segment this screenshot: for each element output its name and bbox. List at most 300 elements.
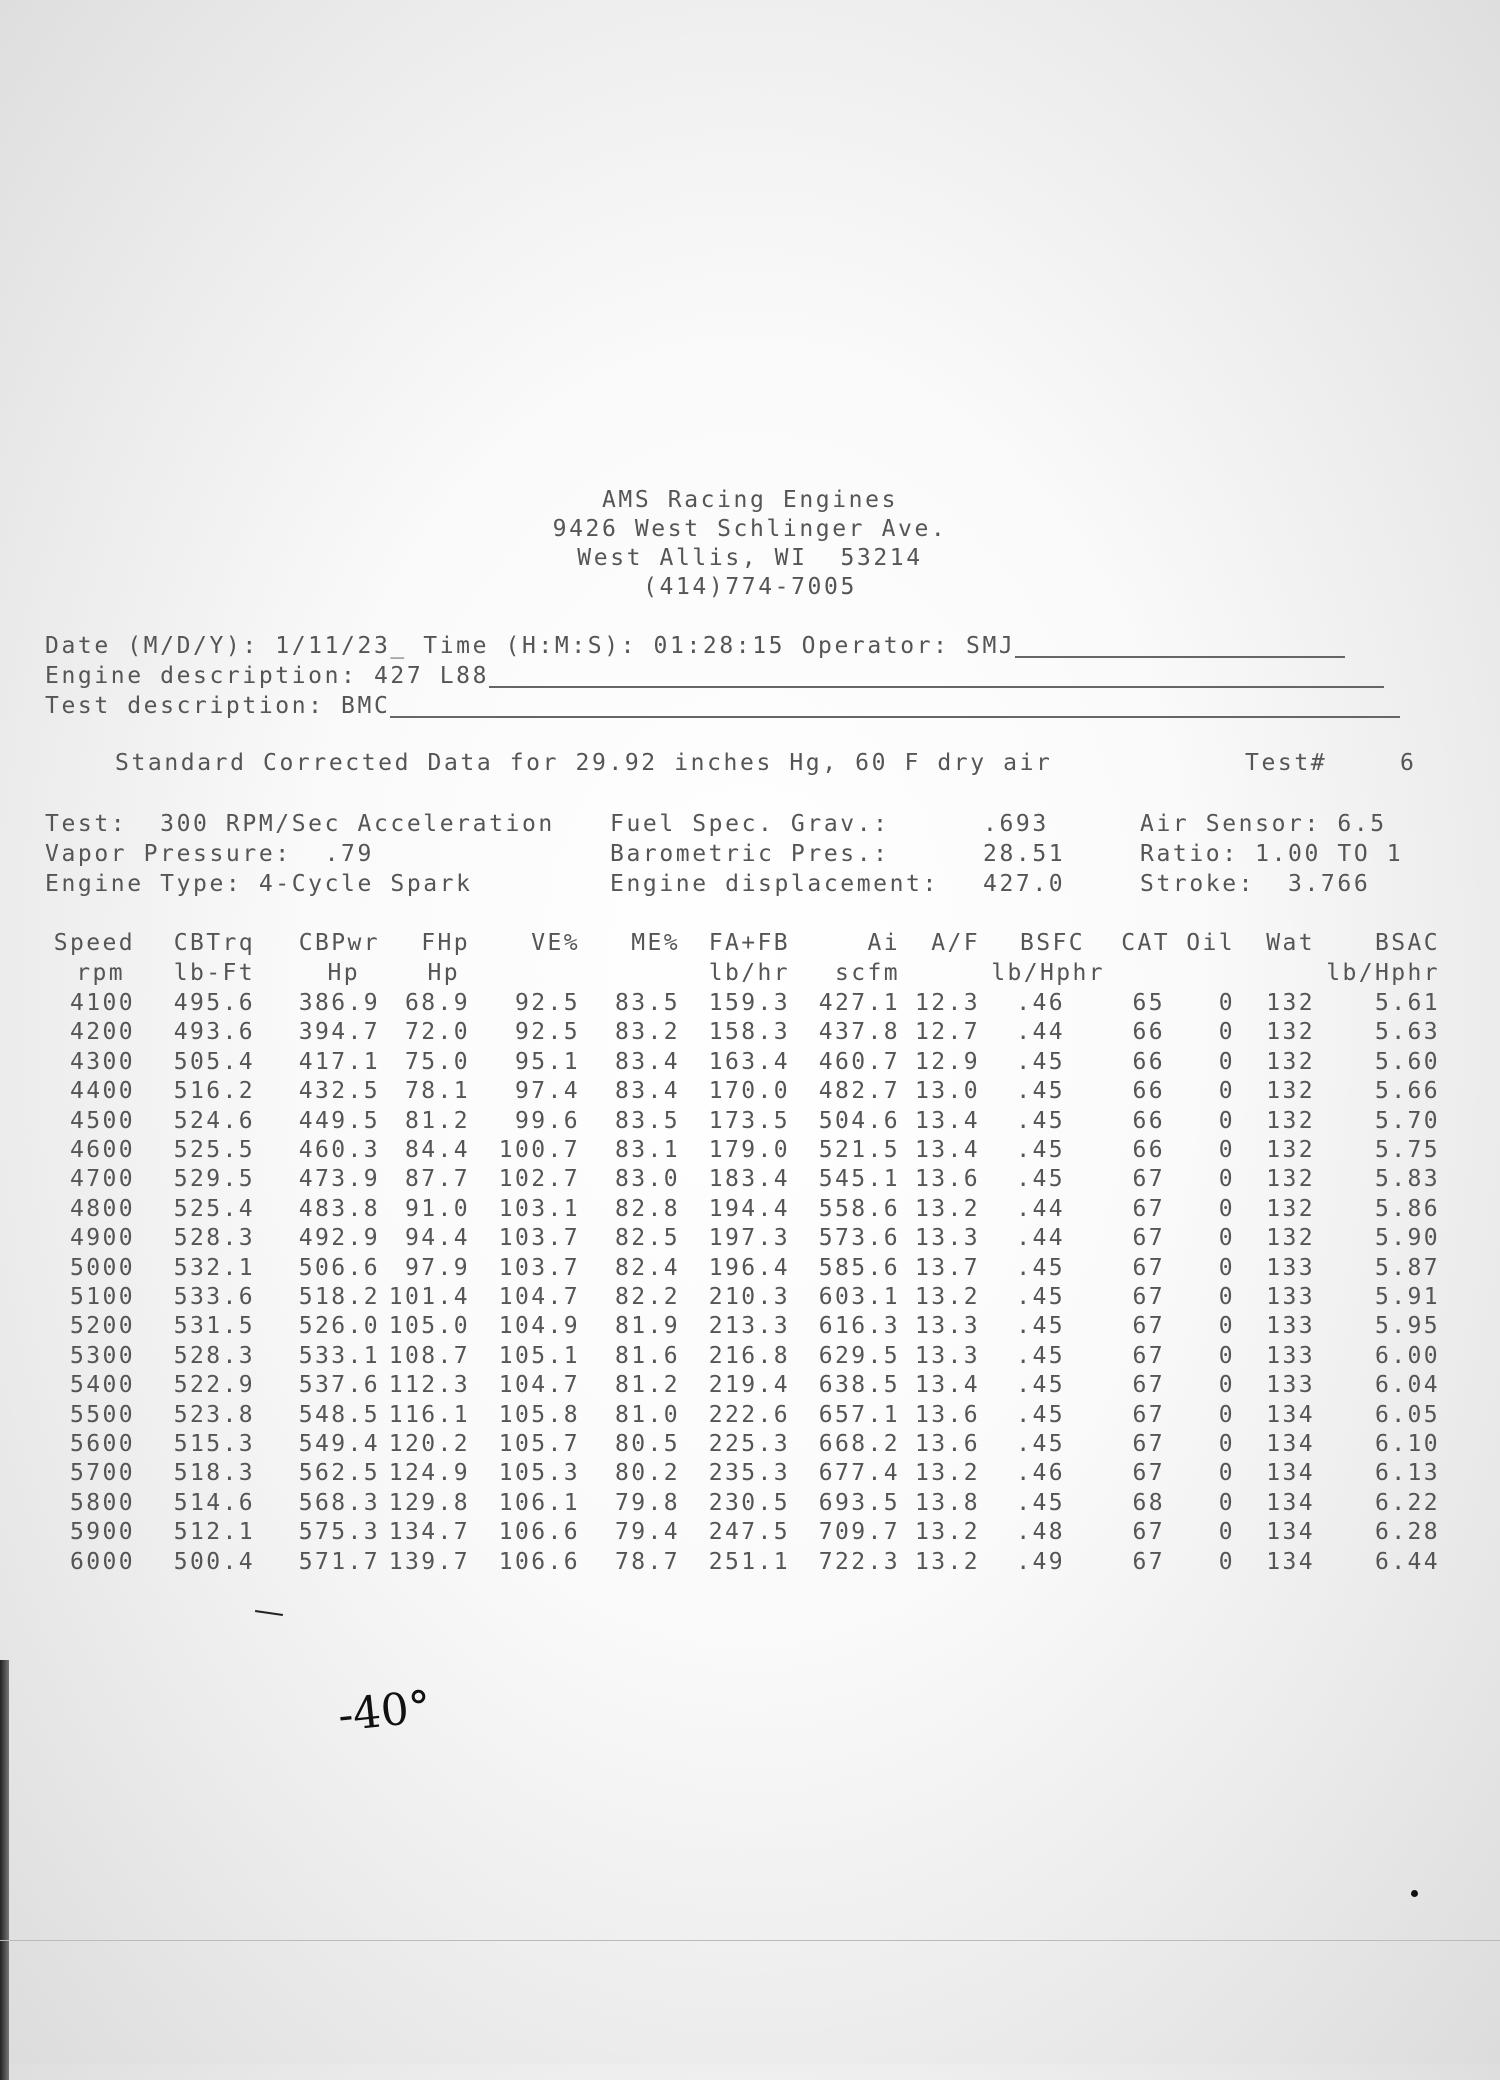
cell-fhp: 81.2 — [405, 1107, 470, 1134]
stroke: Stroke: 3.766 — [1140, 871, 1371, 897]
cell-bsfc: .45 — [1016, 1137, 1065, 1163]
cell-fhp: 139.7 — [388, 1548, 470, 1575]
cell-speed: 4300 — [70, 1048, 135, 1075]
cell-ve: 105.8 — [498, 1401, 580, 1428]
cell-bsfc: .48 — [1016, 1519, 1065, 1546]
table-row — [0, 1431, 1500, 1461]
cell-ai: 585.6 — [818, 1254, 900, 1281]
unit-bsac: lb/Hphr — [1326, 960, 1440, 986]
cell-cbpwr: 460.3 — [298, 1137, 380, 1163]
cell-cbtrq: 495.6 — [173, 990, 255, 1016]
cell-fafb: 222.6 — [708, 1401, 790, 1428]
cell-ve: 104.7 — [498, 1284, 580, 1310]
cell-wat: 133 — [1266, 1254, 1315, 1281]
cell-speed: 4200 — [70, 1019, 135, 1046]
cell-cat: 68 — [1132, 1489, 1165, 1516]
cell-ve: 95.1 — [515, 1048, 580, 1075]
cell-cbtrq: 528.3 — [173, 1342, 255, 1369]
cell-cbpwr: 548.5 — [298, 1401, 380, 1428]
cell-ai: 677.4 — [818, 1460, 900, 1487]
header-ai: Ai — [867, 930, 900, 956]
handwritten-note: -40° — [335, 1681, 434, 1742]
cell-ai: 657.1 — [818, 1401, 900, 1428]
unit-ai: scfm — [835, 960, 900, 986]
cell-oil: 0 — [1218, 1489, 1235, 1516]
test-acceleration: Test: 300 RPM/Sec Acceleration — [45, 811, 555, 837]
cell-bsac: 6.44 — [1375, 1548, 1440, 1575]
cell-speed: 4100 — [70, 990, 135, 1016]
cell-ai: 427.1 — [818, 990, 900, 1016]
cell-fhp: 108.7 — [388, 1342, 470, 1369]
cell-cat: 67 — [1132, 1519, 1165, 1546]
cell-cbpwr: 394.7 — [298, 1019, 380, 1046]
fuel-spec-value: .693 — [983, 811, 1049, 837]
header-cat: CAT — [1121, 930, 1170, 956]
cell-fhp: 129.8 — [388, 1489, 470, 1516]
table-row — [0, 1019, 1500, 1049]
cell-bsfc: .46 — [1016, 1460, 1065, 1487]
cell-cbtrq: 532.1 — [173, 1254, 255, 1281]
cell-fhp: 87.7 — [405, 1166, 470, 1193]
pen-mark — [255, 1610, 283, 1616]
table-row — [0, 1225, 1500, 1255]
cell-fafb: 173.5 — [708, 1107, 790, 1134]
cell-cat: 67 — [1132, 1548, 1165, 1575]
cell-fhp: 94.4 — [405, 1225, 470, 1252]
cell-oil: 0 — [1218, 1548, 1235, 1575]
cell-speed: 5800 — [70, 1489, 135, 1516]
unit-fafb: lb/hr — [708, 960, 790, 986]
cell-af: 13.2 — [915, 1519, 980, 1546]
cell-bsfc: .45 — [1016, 1372, 1065, 1399]
cell-bsac: 6.05 — [1375, 1401, 1440, 1428]
cell-ai: 437.8 — [818, 1019, 900, 1046]
cell-fhp: 84.4 — [405, 1137, 470, 1163]
cell-bsfc: .44 — [1016, 1195, 1065, 1222]
cell-cbtrq: 493.6 — [173, 1019, 255, 1046]
cell-cbpwr: 492.9 — [298, 1225, 380, 1252]
header-speed: Speed — [53, 930, 135, 956]
cell-af: 12.7 — [915, 1019, 980, 1046]
cell-speed: 5400 — [70, 1372, 135, 1399]
cell-speed: 4800 — [70, 1195, 135, 1222]
cell-ve: 104.7 — [498, 1372, 580, 1399]
cell-cbtrq: 525.5 — [173, 1137, 255, 1163]
cell-fhp: 75.0 — [405, 1048, 470, 1075]
cell-fafb: 197.3 — [708, 1225, 790, 1252]
cell-cbtrq: 525.4 — [173, 1195, 255, 1222]
cell-oil: 0 — [1218, 1254, 1235, 1281]
cell-cat: 67 — [1132, 1166, 1165, 1193]
cell-ai: 558.6 — [818, 1195, 900, 1222]
cell-cat: 66 — [1132, 1019, 1165, 1046]
cell-wat: 132 — [1266, 990, 1315, 1016]
table-row — [0, 1372, 1500, 1402]
cell-bsac: 5.87 — [1375, 1254, 1440, 1281]
cell-cbpwr: 432.5 — [298, 1078, 380, 1105]
cell-speed: 4500 — [70, 1107, 135, 1134]
cell-bsac: 5.63 — [1375, 1019, 1440, 1046]
cell-fafb: 225.3 — [708, 1431, 790, 1457]
header-bsac: BSAC — [1375, 930, 1440, 956]
cell-ai: 460.7 — [818, 1048, 900, 1075]
header-cbpwr: CBPwr — [298, 930, 380, 956]
cell-oil: 0 — [1218, 1137, 1235, 1163]
cell-wat: 132 — [1266, 1048, 1315, 1075]
cell-ve: 105.1 — [498, 1342, 580, 1369]
cell-fafb: 170.0 — [708, 1078, 790, 1105]
cell-ai: 573.6 — [818, 1225, 900, 1252]
cell-cbtrq: 515.3 — [173, 1431, 255, 1457]
test-description-line: Test description: BMC — [45, 694, 1400, 718]
cell-bsfc: .45 — [1016, 1078, 1065, 1105]
cell-cat: 67 — [1132, 1225, 1165, 1252]
cell-me: 79.4 — [615, 1519, 680, 1546]
cell-fhp: 72.0 — [405, 1019, 470, 1046]
table-row — [0, 1166, 1500, 1196]
displacement-label: Engine displacement: — [610, 871, 939, 897]
cell-oil: 0 — [1218, 1431, 1235, 1457]
cell-ve: 106.6 — [498, 1548, 580, 1575]
cell-ve: 104.9 — [498, 1313, 580, 1340]
cell-cat: 67 — [1132, 1313, 1165, 1340]
cell-wat: 133 — [1266, 1372, 1315, 1399]
cell-ve: 102.7 — [498, 1166, 580, 1193]
cell-cbtrq: 516.2 — [173, 1078, 255, 1105]
cell-speed: 5700 — [70, 1460, 135, 1487]
cell-cat: 66 — [1132, 1137, 1165, 1163]
cell-af: 13.4 — [915, 1107, 980, 1134]
cell-cat: 66 — [1132, 1078, 1165, 1105]
cell-speed: 5200 — [70, 1313, 135, 1340]
cell-bsfc: .44 — [1016, 1019, 1065, 1046]
cell-bsfc: .45 — [1016, 1342, 1065, 1369]
cell-ai: 638.5 — [818, 1372, 900, 1399]
fuel-spec-label: Fuel Spec. Grav.: — [610, 811, 890, 837]
cell-wat: 133 — [1266, 1342, 1315, 1369]
cell-bsfc: .45 — [1016, 1048, 1065, 1075]
cell-cbtrq: 531.5 — [173, 1313, 255, 1340]
cell-bsac: 5.86 — [1375, 1195, 1440, 1222]
cell-me: 83.0 — [615, 1166, 680, 1193]
cell-bsac: 6.10 — [1375, 1431, 1440, 1457]
company-phone: (414)774-7005 — [643, 574, 857, 600]
cell-cbpwr: 533.1 — [298, 1342, 380, 1369]
cell-ve: 103.1 — [498, 1195, 580, 1222]
cell-oil: 0 — [1218, 1107, 1235, 1134]
table-row — [0, 990, 1500, 1020]
cell-me: 80.2 — [615, 1460, 680, 1487]
table-row — [0, 1255, 1500, 1285]
cell-fafb: 213.3 — [708, 1313, 790, 1340]
cell-cbpwr: 483.8 — [298, 1195, 380, 1222]
cell-bsac: 5.95 — [1375, 1313, 1440, 1340]
cell-wat: 134 — [1266, 1460, 1315, 1487]
cell-wat: 134 — [1266, 1548, 1315, 1575]
unit-bsfc: lb/Hphr — [991, 960, 1105, 986]
cell-me: 83.2 — [615, 1019, 680, 1046]
header-af: A/F — [931, 930, 980, 956]
cell-bsfc: .45 — [1016, 1431, 1065, 1457]
cell-me: 83.5 — [615, 1107, 680, 1134]
cell-ai: 482.7 — [818, 1078, 900, 1105]
cell-cbtrq: 505.4 — [173, 1048, 255, 1075]
cell-bsac: 5.66 — [1375, 1078, 1440, 1105]
cell-speed: 5900 — [70, 1519, 135, 1546]
cell-me: 82.2 — [615, 1284, 680, 1310]
cell-fafb: 163.4 — [708, 1048, 790, 1075]
cell-ve: 100.7 — [498, 1137, 580, 1163]
cell-ve: 103.7 — [498, 1254, 580, 1281]
barometric-value: 28.51 — [983, 841, 1066, 867]
cell-cbtrq: 514.6 — [173, 1489, 255, 1516]
cell-bsac: 6.28 — [1375, 1519, 1440, 1546]
cell-oil: 0 — [1218, 1313, 1235, 1340]
unit-speed: rpm — [76, 960, 125, 986]
table-row — [0, 1460, 1500, 1490]
cell-fafb: 247.5 — [708, 1519, 790, 1546]
header-ve: VE% — [531, 930, 580, 956]
ink-dot — [1411, 1890, 1418, 1897]
cell-bsfc: .45 — [1016, 1254, 1065, 1281]
cell-af: 13.3 — [915, 1313, 980, 1340]
cell-me: 78.7 — [615, 1548, 680, 1575]
table-row — [0, 1137, 1500, 1167]
cell-me: 81.9 — [615, 1313, 680, 1340]
cell-speed: 4900 — [70, 1225, 135, 1252]
header-me: ME% — [631, 930, 680, 956]
cell-cat: 67 — [1132, 1372, 1165, 1399]
header-fhp: FHp — [421, 930, 470, 956]
cell-oil: 0 — [1218, 1284, 1235, 1310]
cell-speed: 5300 — [70, 1342, 135, 1369]
cell-af: 13.6 — [915, 1431, 980, 1457]
cell-speed: 5000 — [70, 1254, 135, 1281]
cell-oil: 0 — [1218, 1372, 1235, 1399]
cell-cat: 67 — [1132, 1431, 1165, 1457]
cell-me: 83.4 — [615, 1078, 680, 1105]
cell-speed: 5500 — [70, 1401, 135, 1428]
cell-me: 82.5 — [615, 1225, 680, 1252]
cell-wat: 132 — [1266, 1107, 1315, 1134]
cell-cbpwr: 506.6 — [298, 1254, 380, 1281]
cell-bsac: 5.61 — [1375, 990, 1440, 1016]
cell-af: 13.3 — [915, 1225, 980, 1252]
cell-oil: 0 — [1218, 1195, 1235, 1222]
cell-ai: 709.7 — [818, 1519, 900, 1546]
cell-oil: 0 — [1218, 1401, 1235, 1428]
cell-fhp: 124.9 — [388, 1460, 470, 1487]
cell-af: 13.2 — [915, 1548, 980, 1575]
cell-fafb: 159.3 — [708, 990, 790, 1016]
cell-fhp: 120.2 — [388, 1431, 470, 1457]
cell-bsac: 5.91 — [1375, 1284, 1440, 1310]
cell-ai: 603.1 — [818, 1284, 900, 1310]
cell-bsac: 6.04 — [1375, 1372, 1440, 1399]
cell-cat: 66 — [1132, 1107, 1165, 1134]
scanner-edge-shadow — [0, 1660, 9, 2080]
cell-af: 13.8 — [915, 1489, 980, 1516]
table-row — [0, 1549, 1500, 1579]
cell-cbpwr: 518.2 — [298, 1284, 380, 1310]
test-number-label: Test# — [1245, 750, 1328, 776]
table-row — [0, 1078, 1500, 1108]
cell-fhp: 116.1 — [388, 1401, 470, 1428]
cell-bsac: 5.75 — [1375, 1137, 1440, 1163]
cell-af: 13.4 — [915, 1372, 980, 1399]
cell-ai: 616.3 — [818, 1313, 900, 1340]
cell-cat: 67 — [1132, 1284, 1165, 1310]
cell-cbpwr: 526.0 — [298, 1313, 380, 1340]
cell-wat: 132 — [1266, 1225, 1315, 1252]
cell-ai: 629.5 — [818, 1342, 900, 1369]
ratio: Ratio: 1.00 TO 1 — [1140, 841, 1404, 867]
table-row — [0, 1108, 1500, 1138]
cell-wat: 133 — [1266, 1313, 1315, 1340]
cell-bsfc: .45 — [1016, 1489, 1065, 1516]
cell-fafb: 183.4 — [708, 1166, 790, 1193]
cell-wat: 132 — [1266, 1019, 1315, 1046]
unit-cbtrq: lb-Ft — [173, 960, 255, 986]
cell-cbpwr: 473.9 — [298, 1166, 380, 1193]
cell-bsfc: .45 — [1016, 1401, 1065, 1428]
cell-wat: 134 — [1266, 1431, 1315, 1457]
cell-bsfc: .44 — [1016, 1225, 1065, 1252]
cell-speed: 4600 — [70, 1137, 135, 1163]
cell-cat: 67 — [1132, 1195, 1165, 1222]
cell-bsac: 5.83 — [1375, 1166, 1440, 1193]
cell-bsfc: .45 — [1016, 1313, 1065, 1340]
cell-ve: 105.3 — [498, 1460, 580, 1487]
cell-af: 13.7 — [915, 1254, 980, 1281]
table-row — [0, 1490, 1500, 1520]
cell-cbtrq: 518.3 — [173, 1460, 255, 1487]
cell-ai: 504.6 — [818, 1107, 900, 1134]
cell-fhp: 78.1 — [405, 1078, 470, 1105]
engine-line: Engine description: 427 L88 — [45, 664, 1384, 688]
cell-cbpwr: 562.5 — [298, 1460, 380, 1487]
cell-cat: 67 — [1132, 1460, 1165, 1487]
header-fafb: FA+FB — [708, 930, 790, 956]
cell-bsac: 5.90 — [1375, 1225, 1440, 1252]
cell-oil: 0 — [1218, 990, 1235, 1016]
cell-fafb: 179.0 — [708, 1137, 790, 1163]
cell-fafb: 219.4 — [708, 1372, 790, 1399]
cell-ai: 693.5 — [818, 1489, 900, 1516]
cell-af: 13.0 — [915, 1078, 980, 1105]
cell-cat: 65 — [1132, 990, 1165, 1016]
cell-cbtrq: 528.3 — [173, 1225, 255, 1252]
cell-cbpwr: 571.7 — [298, 1548, 380, 1575]
cell-oil: 0 — [1218, 1460, 1235, 1487]
cell-oil: 0 — [1218, 1078, 1235, 1105]
cell-me: 80.5 — [615, 1431, 680, 1457]
table-row — [0, 1519, 1500, 1549]
cell-cbtrq: 533.6 — [173, 1284, 255, 1310]
cell-af: 13.6 — [915, 1166, 980, 1193]
page-bottom-rule — [0, 1940, 1500, 1941]
cell-me: 83.1 — [615, 1137, 680, 1163]
cell-cbtrq: 523.8 — [173, 1401, 255, 1428]
header-oil: Oil — [1186, 930, 1235, 956]
cell-me: 83.5 — [615, 990, 680, 1016]
cell-fafb: 194.4 — [708, 1195, 790, 1222]
cell-me: 81.6 — [615, 1342, 680, 1369]
barometric-label: Barometric Pres.: — [610, 841, 890, 867]
cell-cbtrq: 512.1 — [173, 1519, 255, 1546]
cell-cbtrq: 522.9 — [173, 1372, 255, 1399]
cell-me: 79.8 — [615, 1489, 680, 1516]
cell-af: 13.4 — [915, 1137, 980, 1163]
cell-cat: 67 — [1132, 1401, 1165, 1428]
cell-wat: 132 — [1266, 1137, 1315, 1163]
air-sensor: Air Sensor: 6.5 — [1140, 811, 1387, 837]
cell-ve: 97.4 — [515, 1078, 580, 1105]
unit-cbpwr: Hp — [327, 960, 360, 986]
vapor-pressure: Vapor Pressure: .79 — [45, 841, 374, 867]
company-city: West Allis, WI 53214 — [577, 545, 923, 571]
header-cbtrq: CBTrq — [173, 930, 255, 956]
unit-fhp: Hp — [427, 960, 460, 986]
cell-wat: 134 — [1266, 1519, 1315, 1546]
cell-fhp: 112.3 — [388, 1372, 470, 1399]
table-row — [0, 1284, 1500, 1314]
table-row — [0, 1196, 1500, 1226]
cell-ve: 92.5 — [515, 1019, 580, 1046]
cell-me: 81.0 — [615, 1401, 680, 1428]
cell-ai: 668.2 — [818, 1431, 900, 1457]
standard-corrected-text: Standard Corrected Data for 29.92 inches Hg, 60 F dry air — [115, 750, 1053, 776]
table-row — [0, 1402, 1500, 1432]
cell-cbpwr: 386.9 — [298, 990, 380, 1016]
cell-wat: 134 — [1266, 1401, 1315, 1428]
cell-cat: 67 — [1132, 1254, 1165, 1281]
cell-me: 83.4 — [615, 1048, 680, 1075]
cell-speed: 5100 — [70, 1284, 135, 1310]
cell-cbpwr: 575.3 — [298, 1519, 380, 1546]
displacement-value: 427.0 — [983, 871, 1066, 897]
cell-af: 13.2 — [915, 1460, 980, 1487]
cell-cbpwr: 549.4 — [298, 1431, 380, 1457]
cell-oil: 0 — [1218, 1519, 1235, 1546]
cell-bsac: 5.70 — [1375, 1107, 1440, 1134]
cell-bsfc: .45 — [1016, 1166, 1065, 1193]
cell-ve: 99.6 — [515, 1107, 580, 1134]
cell-af: 13.3 — [915, 1342, 980, 1369]
header-wat: Wat — [1266, 930, 1315, 956]
table-row — [0, 1313, 1500, 1343]
cell-oil: 0 — [1218, 1048, 1235, 1075]
cell-me: 82.4 — [615, 1254, 680, 1281]
cell-cat: 67 — [1132, 1342, 1165, 1369]
cell-wat: 132 — [1266, 1078, 1315, 1105]
cell-wat: 132 — [1266, 1166, 1315, 1193]
cell-me: 82.8 — [615, 1195, 680, 1222]
cell-fafb: 216.8 — [708, 1342, 790, 1369]
cell-ai: 521.5 — [818, 1137, 900, 1163]
cell-cbpwr: 537.6 — [298, 1372, 380, 1399]
cell-fafb: 210.3 — [708, 1284, 790, 1310]
cell-bsac: 6.00 — [1375, 1342, 1440, 1369]
cell-fafb: 158.3 — [708, 1019, 790, 1046]
cell-bsfc: .49 — [1016, 1548, 1065, 1575]
table-row — [0, 1343, 1500, 1373]
cell-wat: 132 — [1266, 1195, 1315, 1222]
cell-fhp: 101.4 — [388, 1284, 470, 1310]
cell-ve: 106.1 — [498, 1489, 580, 1516]
cell-cbpwr: 417.1 — [298, 1048, 380, 1075]
cell-speed: 6000 — [70, 1548, 135, 1575]
